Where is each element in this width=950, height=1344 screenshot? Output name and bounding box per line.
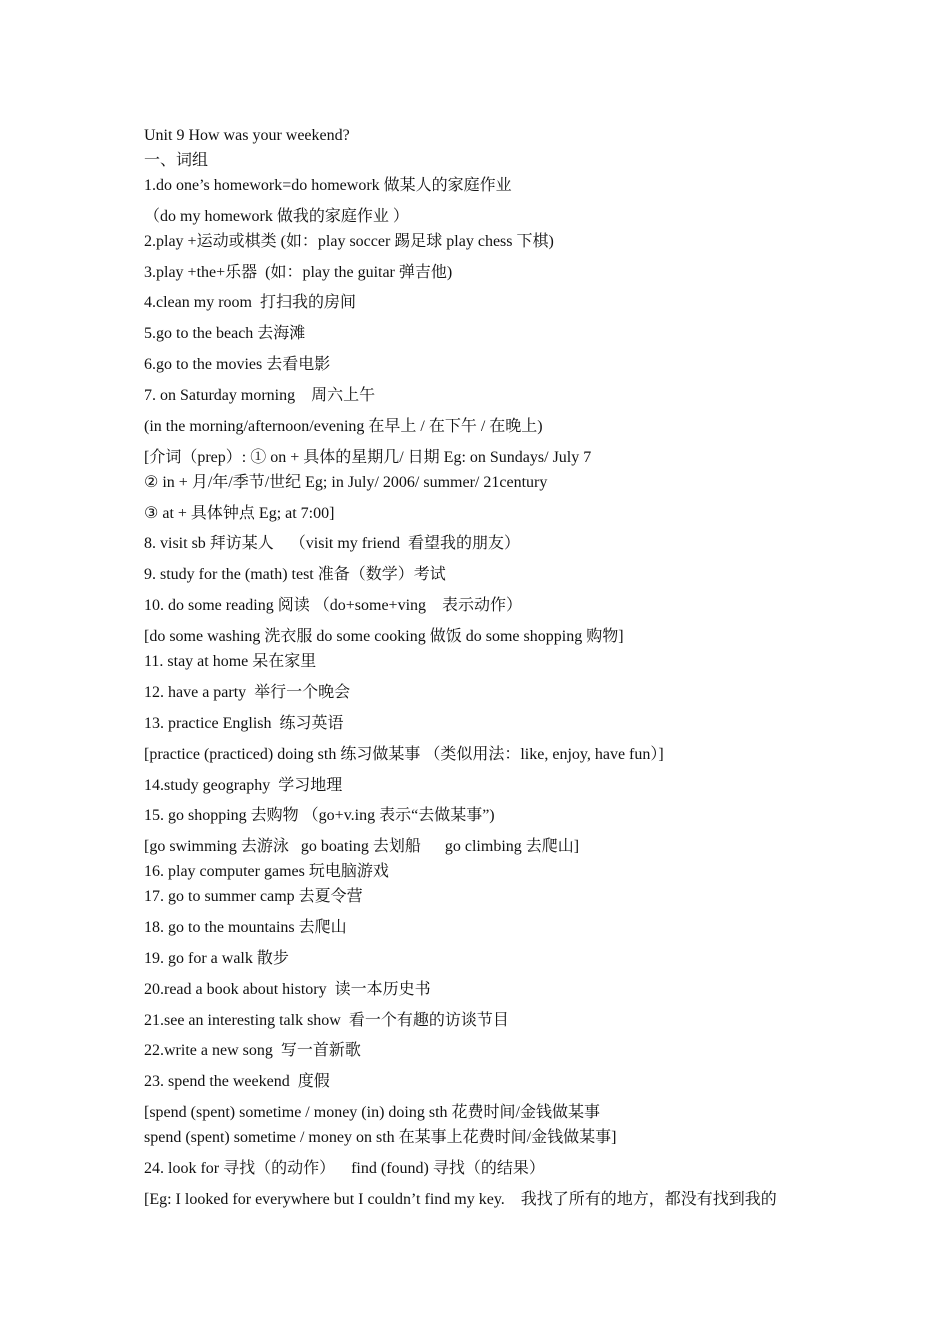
text-line: （do my homework 做我的家庭作业 ） [144, 208, 409, 225]
text-line: (in the morning/afternoon/evening 在早上 / 在下午 / 在晚上) [144, 418, 543, 435]
text-line: 17. go to summer camp 去夏令营 [144, 888, 363, 905]
text-line: 14.study geography 学习地理 [144, 777, 343, 794]
text-line: 6.go to the movies 去看电影 [144, 356, 331, 373]
text-line: [go swimming 去游泳 go boating 去划船 go climbing 去爬山] [144, 838, 580, 855]
text-line: 24. look for 寻找（的动作） find (found) 寻找（的结果） [144, 1160, 545, 1177]
text-line: ③ at + 具体钟点 Eg; at 7:00] [144, 505, 335, 522]
text-line: 21.see an interesting talk show 看一个有趣的访谈节目 [144, 1012, 509, 1029]
text-line: [Eg: I looked for everywhere but I couldn’t find my key. 我找了所有的地方，都没有找到我的 [144, 1191, 777, 1208]
text-line: ② in + 月/年/季节/世纪 Eg; in July/ 2006/ summer/ 21century [144, 474, 548, 491]
text-line: [do some washing 洗衣服 do some cooking 做饭 do some shopping 购物] [144, 628, 624, 645]
section-heading: 一、词组 [144, 152, 209, 169]
text-line: 3.play +the+乐器 (如：play the guitar 弹吉他) [144, 264, 453, 281]
text-line: 11. stay at home 呆在家里 [144, 653, 317, 670]
text-line: 5.go to the beach 去海滩 [144, 325, 306, 342]
text-line: [practice (practiced) doing sth 练习做某事 （类似用法：like, enjoy, have fun）] [144, 746, 664, 763]
text-line: 1.do one’s homework=do homework 做某人的家庭作业 [144, 177, 512, 194]
text-line: 23. spend the weekend 度假 [144, 1073, 330, 1090]
text-line: [介词（prep）: ① on + 具体的星期几/ 日期 Eg: on Sundays/ July 7 [144, 449, 592, 466]
text-line: 20.read a book about history 读一本历史书 [144, 981, 431, 998]
text-line: 4.clean my room 打扫我的房间 [144, 294, 356, 311]
text-line: 18. go to the mountains 去爬山 [144, 919, 347, 936]
text-line: 22.write a new song 写一首新歌 [144, 1042, 361, 1059]
text-line: 12. have a party 举行一个晚会 [144, 684, 351, 701]
text-line: 9. study for the (math) test 准备（数学）考试 [144, 566, 446, 583]
text-line: [spend (spent) sometime / money (in) doing sth 花费时间/金钱做某事 [144, 1104, 600, 1121]
text-line: 8. visit sb 拜访某人 （visit my friend 看望我的朋友） [144, 535, 521, 552]
text-line: spend (spent) sometime / money on sth 在某事上花费时间/金钱做某事] [144, 1129, 617, 1146]
text-line: 13. practice English 练习英语 [144, 715, 344, 732]
text-line: 15. go shopping 去购物 （go+v.ing 表示“去做某事”) [144, 807, 495, 824]
text-line: 10. do some reading 阅读 （do+some+ving 表示动作） [144, 597, 523, 614]
text-line: 19. go for a walk 散步 [144, 950, 289, 967]
text-line: 16. play computer games 玩电脑游戏 [144, 863, 389, 880]
text-line: 7. on Saturday morning 周六上午 [144, 387, 376, 404]
text-line: 2.play +运动或棋类 (如：play soccer 踢足球 play chess 下棋) [144, 233, 554, 250]
document-title: Unit 9 How was your weekend? [144, 127, 350, 144]
